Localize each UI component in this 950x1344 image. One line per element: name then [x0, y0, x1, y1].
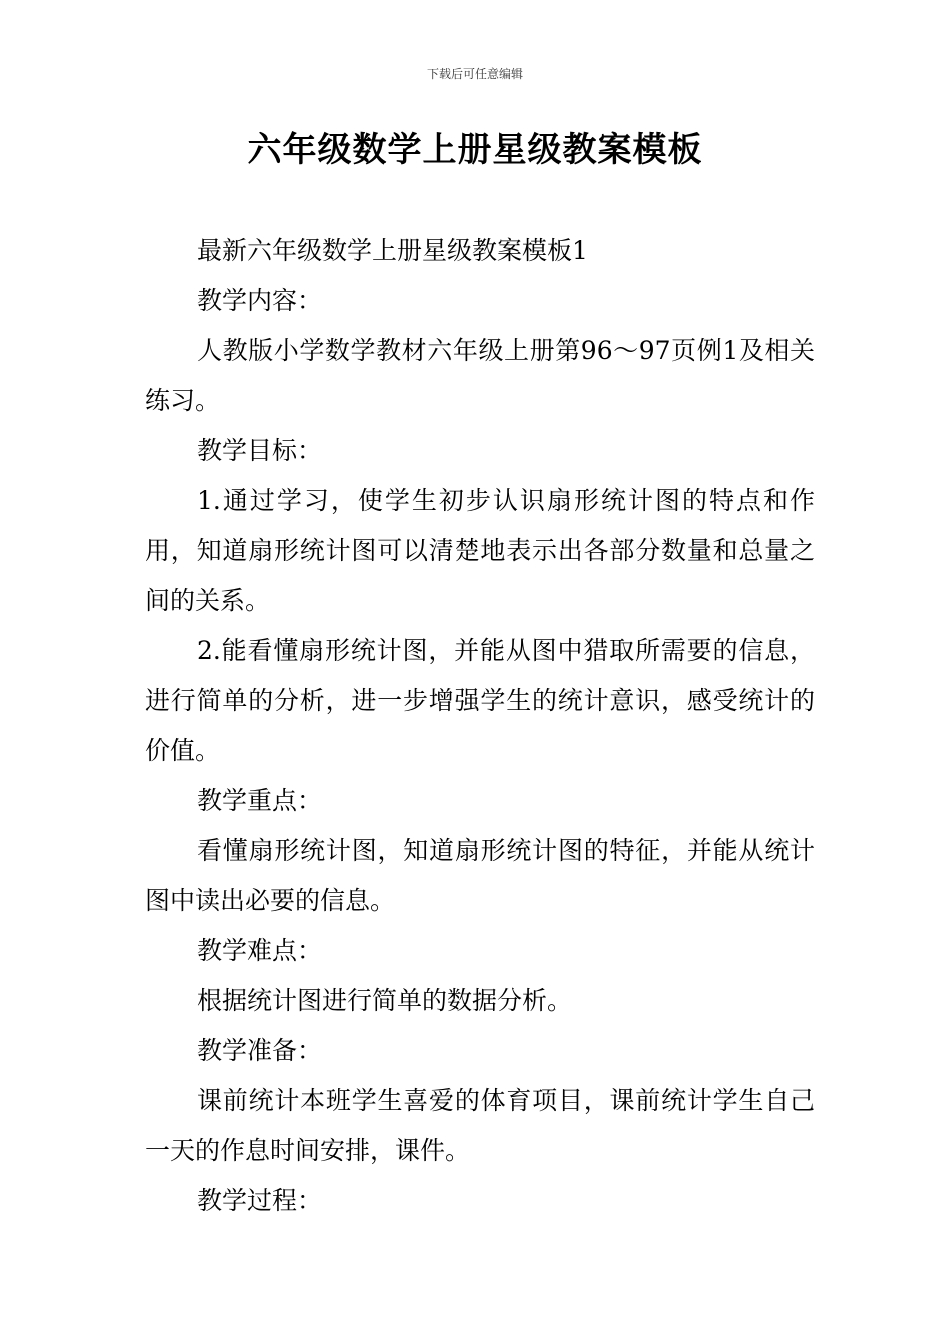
- paragraph-heading-goals: 教学目标：: [197, 436, 323, 465]
- paragraph-heading-process: 教学过程：: [197, 1186, 323, 1215]
- paragraph-goal-1: 1.通过学习，使学生初步认识扇形统计图的特点和作用，知道扇形统计图可以清楚地表示出各部分数量和总量之间的关系。: [145, 486, 815, 615]
- paragraph-content: 人教版小学数学教材六年级上册第96～97页例1及相关练习。: [145, 336, 815, 415]
- paragraph-focus: 看懂扇形统计图，知道扇形统计图的特征，并能从统计图中读出必要的信息。: [145, 836, 815, 915]
- paragraph-heading-preparation: 教学准备：: [197, 1036, 323, 1065]
- paragraph-heading-content: 教学内容：: [197, 286, 323, 315]
- document-body: [145, 226, 815, 1226]
- paragraph-goal-2: 2.能看懂扇形统计图，并能从图中猎取所需要的信息，进行简单的分析，进一步增强学生的统计意识，感受统计的价值。: [145, 636, 815, 765]
- paragraph-difficulty: 根据统计图进行简单的数据分析。: [197, 986, 573, 1015]
- header-note: 下载后可任意编辑: [426, 67, 523, 81]
- paragraph-preparation: 课前统计本班学生喜爱的体育项目，课前统计学生自己一天的作息时间安排，课件。: [145, 1086, 815, 1165]
- paragraph-heading-difficulty: 教学难点：: [197, 936, 323, 965]
- document-title: 六年级数学上册星级教案模板: [247, 130, 703, 170]
- paragraph-heading-focus: 教学重点：: [197, 786, 323, 815]
- paragraph-subtitle: 最新六年级数学上册星级教案模板1: [197, 236, 588, 265]
